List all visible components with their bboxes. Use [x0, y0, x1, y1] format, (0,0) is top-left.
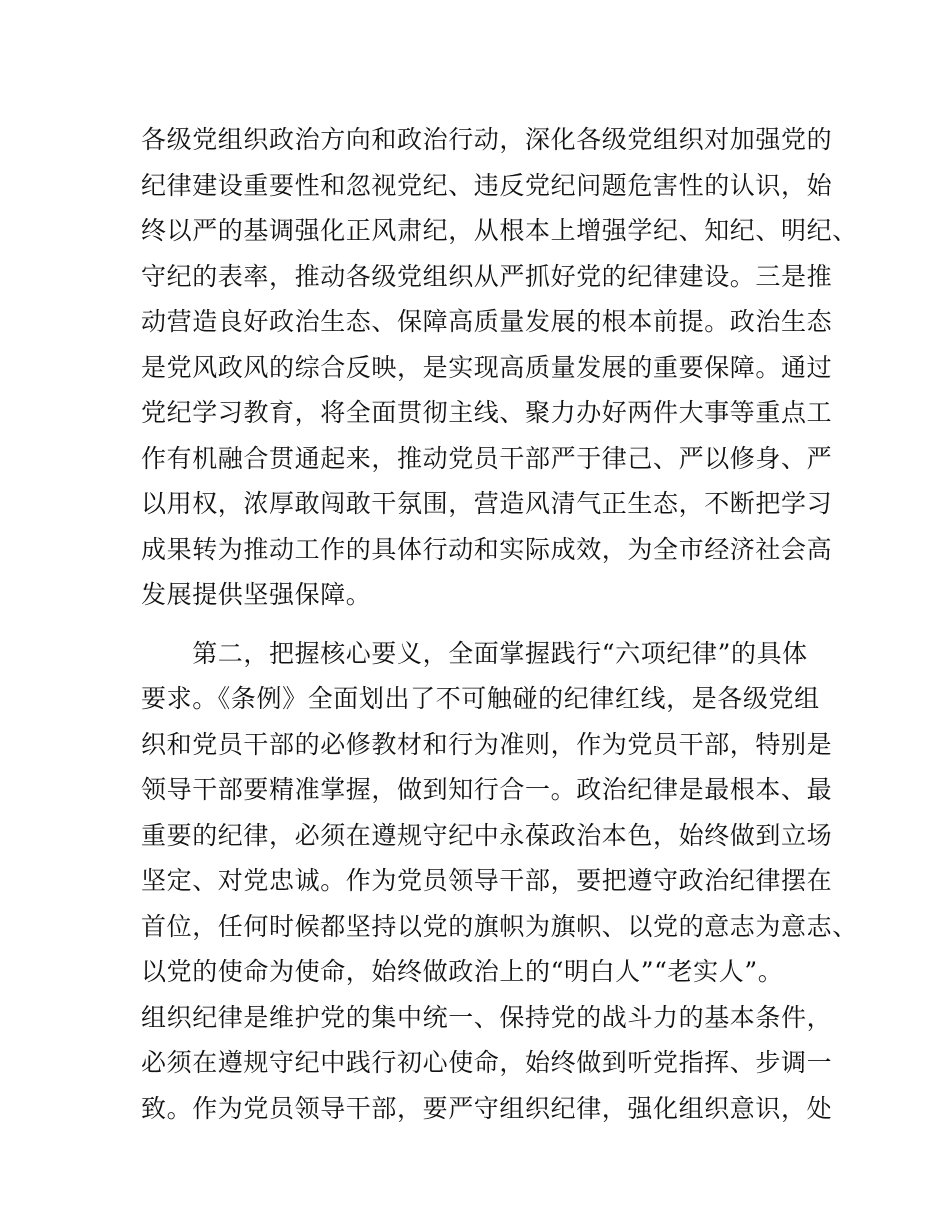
text-line: 终以严的基调强化正风肃纪，从根本上增强学纪、知纪、明纪、 — [141, 216, 858, 245]
document-body — [141, 117, 858, 1131]
text-line: 纪律建设重要性和忽视党纪、违反党纪问题危害性的认识，始 — [141, 170, 833, 200]
text-line: 作有机融合贯通起来，推动党员干部严于律己、严以修身、严 — [141, 443, 833, 473]
text-line: 坚定、对党忠诚。作为党员领导干部，要把遵守政治纪律摆在 — [141, 866, 833, 895]
text-line: 以用权，浓厚敢闯敢干氛围，营造风清气正生态，不断把学习 — [141, 489, 833, 518]
text-line: 领导干部要精准掌握，做到知行合一。政治纪律是最根本、最 — [141, 775, 833, 804]
text-line: 组织纪律是维护党的集中统一、保持党的战斗力的基本条件， — [141, 1002, 833, 1032]
text-line: 第二，把握核心要义，全面掌握践行“六项纪律”的具体 — [141, 638, 808, 668]
text-line: 动营造良好政治生态、保障高质量发展的根本前提。政治生态 — [141, 307, 833, 336]
text-line: 发展提供坚强保障。 — [141, 580, 372, 609]
text-line: 党纪学习教育，将全面贯彻主线、聚力办好两件大事等重点工 — [141, 398, 833, 427]
text-line: 是党风政风的综合反映，是实现高质量发展的重要保障。通过 — [141, 352, 833, 382]
text-line: 必须在遵规守纪中践行初心使命，始终做到听党指挥、步调一 — [141, 1048, 833, 1077]
paragraph-spacer — [141, 618, 831, 631]
text-line: 成果转为推动工作的具体行动和实际成效，为全市经济社会高 — [141, 534, 833, 564]
text-line: 以党的使命为使命，始终做政治上的“明白人”“老实人”。 — [141, 957, 784, 986]
paragraph-1 — [141, 117, 858, 618]
text-line: 各级党组织政治方向和政治行动，深化各级党组织对加强党的 — [141, 125, 833, 154]
paragraph-2 — [141, 631, 858, 1132]
text-line: 织和党员干部的必修教材和行为准则，作为党员干部，特别是 — [141, 729, 833, 759]
text-line: 致。作为党员领导干部，要严守组织纪律，强化组织意识，处 — [141, 1093, 833, 1123]
text-line: 首位，任何时候都坚持以党的旗帜为旗帜、以党的意志为意志、 — [141, 911, 858, 941]
text-line: 重要的纪律，必须在遵规守纪中永葆政治本色，始终做到立场 — [141, 820, 833, 850]
text-line: 守纪的表率，推动各级党组织从严抓好党的纪律建设。三是推 — [141, 261, 833, 291]
text-line: 要求。《条例》全面划出了不可触碰的纪律红线，是各级党组 — [141, 684, 820, 713]
